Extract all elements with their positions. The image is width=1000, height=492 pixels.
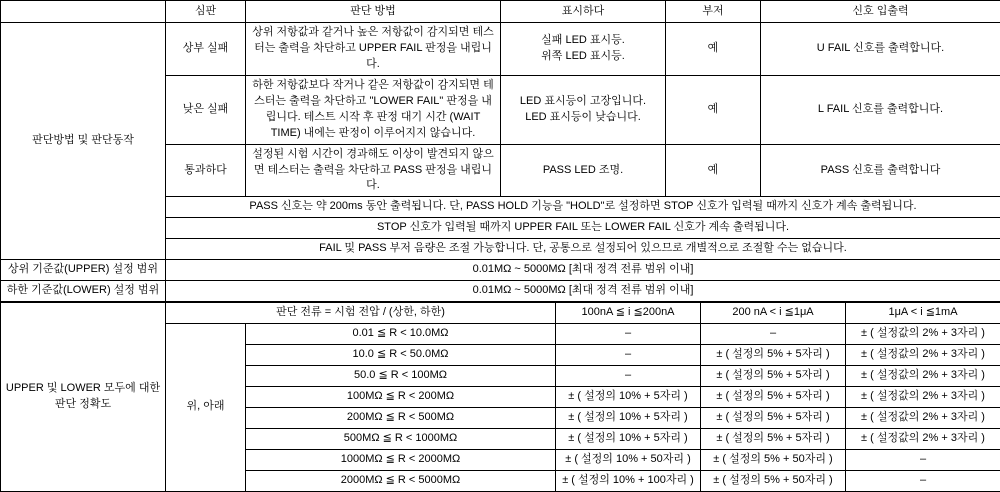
accuracy-6-c3: ± ( 설정값의 2% + 3자리 )	[846, 428, 1000, 449]
display-pass: PASS LED 조명.	[501, 144, 666, 197]
header-signal: 신호 입출력	[761, 1, 1000, 23]
accuracy-range-3: 50.0 ≦ R < 100MΩ	[246, 365, 556, 386]
accuracy-1-c3: ± ( 설정값의 2% + 3자리 )	[846, 324, 1000, 345]
header-judge: 심판	[166, 1, 246, 23]
accuracy-3-c2: ± ( 설정의 5% + 5자리 )	[701, 365, 846, 386]
accuracy-range-1: 0.01 ≦ R < 10.0MΩ	[246, 324, 556, 345]
judge-pass: 통과하다	[166, 144, 246, 197]
row-label-lower-range: 하한 기준값(LOWER) 설정 범위	[1, 281, 166, 302]
accuracy-range-4: 100MΩ ≦ R < 200MΩ	[246, 386, 556, 407]
table-header-row	[1, 1, 1000, 23]
accuracy-1-c1: –	[556, 324, 701, 345]
accuracy-range-8: 2000MΩ ≦ R < 5000MΩ	[246, 470, 556, 491]
judge-lower-fail: 낮은 실패	[166, 75, 246, 144]
accuracy-range-6: 500MΩ ≦ R < 1000MΩ	[246, 428, 556, 449]
buzzer-pass: 예	[666, 144, 761, 197]
accuracy-current-range-2: 200 nA < i ≦1μA	[701, 303, 846, 324]
note-buzzer-volume: FAIL 및 PASS 부저 음량은 조절 가능합니다. 단, 공통으로 설정되어 있으므로 개별적으로 조절할 수는 없습니다.	[166, 239, 1000, 260]
signal-pass: PASS 신호를 출력합니다	[761, 144, 1000, 197]
buzzer-lower-fail: 예	[666, 75, 761, 144]
accuracy-2-c1: –	[556, 344, 701, 365]
display-lower-fail-line1: LED 표시등이 고장입니다.	[505, 94, 661, 110]
accuracy-8-c3: –	[846, 470, 1000, 491]
accuracy-range-5: 200MΩ ≦ R < 500MΩ	[246, 407, 556, 428]
header-display: 표시하다	[501, 1, 666, 23]
table-row-upper-range	[1, 260, 1000, 281]
table-row-lower-range	[1, 281, 1000, 302]
accuracy-range-2: 10.0 ≦ R < 50.0MΩ	[246, 344, 556, 365]
accuracy-2-c2: ± ( 설정의 5% + 5자리 )	[701, 344, 846, 365]
accuracy-4-c1: ± ( 설정의 10% + 5자리 )	[556, 386, 701, 407]
accuracy-sub-label: 위, 아래	[166, 324, 246, 492]
table-row-upper-fail	[1, 23, 1000, 76]
accuracy-7-c1: ± ( 설정의 10% + 50자리 )	[556, 449, 701, 470]
accuracy-3-c3: ± ( 설정값의 2% + 3자리 )	[846, 365, 1000, 386]
note-pass-hold: PASS 신호는 약 200ms 동안 출력됩니다. 단, PASS HOLD 기능을 "HOLD"로 설정하면 STOP 신호가 입력될 때까지 신호가 계속 출력됩니다.	[166, 197, 1000, 218]
accuracy-6-c1: ± ( 설정의 10% + 5자리 )	[556, 428, 701, 449]
accuracy-1-c2: –	[701, 324, 846, 345]
accuracy-7-c3: –	[846, 449, 1000, 470]
accuracy-header-main: 판단 전류 = 시험 전압 / (상한, 하한)	[166, 303, 556, 324]
display-lower-fail	[501, 75, 666, 144]
accuracy-5-c1: ± ( 설정의 10% + 5자리 )	[556, 407, 701, 428]
accuracy-current-range-3: 1μA < i ≦1mA	[846, 303, 1000, 324]
accuracy-5-c2: ± ( 설정의 5% + 5자리 )	[701, 407, 846, 428]
accuracy-table	[0, 302, 1000, 491]
accuracy-8-c2: ± ( 설정의 5% + 50자리 )	[701, 470, 846, 491]
accuracy-4-c3: ± ( 설정값의 2% + 3자리 )	[846, 386, 1000, 407]
header-method: 판단 방법	[246, 1, 501, 23]
display-lower-fail-line2: LED 표시등이 낮습니다.	[505, 110, 661, 126]
row-label-judgment-method: 판단방법 및 판단동작	[1, 23, 166, 260]
method-pass: 설정된 시험 시간이 경과해도 이상이 발견되지 않으면 테스터는 출력을 차단하고 PASS 판정을 내립니다.	[246, 144, 501, 197]
accuracy-5-c3: ± ( 설정값의 2% + 3자리 )	[846, 407, 1000, 428]
accuracy-range-7: 1000MΩ ≦ R < 2000MΩ	[246, 449, 556, 470]
header-spacer	[1, 1, 166, 23]
method-upper-fail: 상위 저항값과 같거나 높은 저항값이 감지되면 테스터는 출력을 차단하고 UPPER FAIL 판정을 내립니다.	[246, 23, 501, 76]
accuracy-header-row	[1, 303, 1000, 324]
display-upper-fail	[501, 23, 666, 76]
accuracy-current-range-1: 100nA ≦ i ≦200nA	[556, 303, 701, 324]
row-label-upper-range: 상위 기준값(UPPER) 설정 범위	[1, 260, 166, 281]
value-upper-range: 0.01MΩ ~ 5000MΩ [최대 정격 전류 범위 이내]	[166, 260, 1000, 281]
display-upper-fail-line1: 실패 LED 표시등.	[505, 33, 661, 49]
signal-lower-fail: L FAIL 신호를 출력합니다.	[761, 75, 1000, 144]
header-buzzer: 부저	[666, 1, 761, 23]
method-lower-fail: 하한 저항값보다 작거나 같은 저항값이 감지되면 테스터는 출력을 차단하고 "LOWER FAIL" 판정을 내립니다. 테스트 시작 후 판정 대기 시간 (WAIT TIME) 내에는 판정이 이루어지지 않습니다.	[246, 75, 501, 144]
buzzer-upper-fail: 예	[666, 23, 761, 76]
accuracy-3-c1: –	[556, 365, 701, 386]
signal-upper-fail: U FAIL 신호를 출력합니다.	[761, 23, 1000, 76]
accuracy-6-c2: ± ( 설정의 5% + 5자리 )	[701, 428, 846, 449]
accuracy-4-c2: ± ( 설정의 5% + 5자리 )	[701, 386, 846, 407]
accuracy-7-c2: ± ( 설정의 5% + 50자리 )	[701, 449, 846, 470]
display-upper-fail-line2: 위쪽 LED 표시등.	[505, 49, 661, 65]
value-lower-range: 0.01MΩ ~ 5000MΩ [최대 정격 전류 범위 이내]	[166, 281, 1000, 302]
row-label-accuracy: UPPER 및 LOWER 모두에 대한 판단 정확도	[1, 303, 166, 491]
accuracy-8-c1: ± ( 설정의 10% + 100자리 )	[556, 470, 701, 491]
accuracy-2-c3: ± ( 설정값의 2% + 3자리 )	[846, 344, 1000, 365]
judge-upper-fail: 상부 실패	[166, 23, 246, 76]
note-stop-signal: STOP 신호가 입력될 때까지 UPPER FAIL 또는 LOWER FAIL 신호가 계속 출력됩니다.	[166, 218, 1000, 239]
